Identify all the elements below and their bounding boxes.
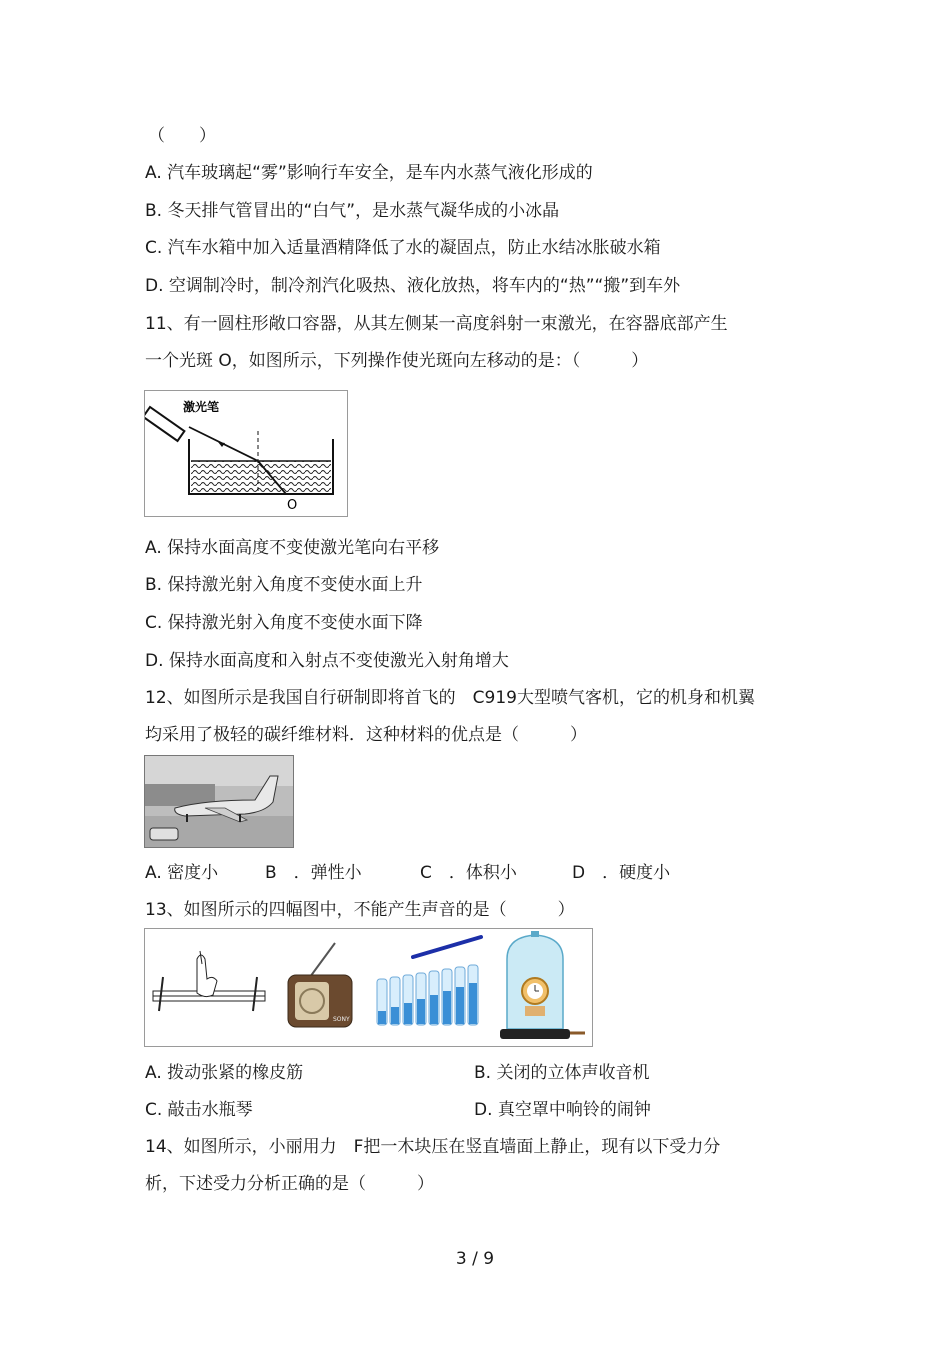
q11-option-a: A. 保持水面高度不变使激光笔向右平移: [145, 538, 440, 558]
q11-stem-line1: 11、有一圆柱形敞口容器，从其左侧某一高度斜射一束激光，在容器底部产生: [145, 314, 728, 334]
four-sound-pictures: [145, 929, 592, 1046]
q10-option-a: A. 汽车玻璃起“雾”影响行车安全，是车内水蒸气液化形成的: [145, 163, 593, 183]
q13-sound-figures: [144, 928, 593, 1047]
q10-option-b: B. 冬天排气管冒出的“白气”，是水蒸气凝华成的小冰晶: [145, 201, 560, 221]
q11-option-c: C. 保持激光射入角度不变使水面下降: [145, 613, 423, 633]
q13-option-b: B. 关闭的立体声收音机: [474, 1063, 650, 1083]
q12-option-a: A. 密度小: [145, 863, 219, 883]
q12-stem-line2: 均采用了极轻的碳纤维材料．这种材料的优点是（ ）: [145, 725, 587, 745]
rubber-band-icon: [153, 951, 265, 1011]
q10-option-c: C. 汽车水箱中加入适量酒精降低了水的凝固点，防止水结冰胀破水箱: [145, 238, 661, 258]
laser-pen-label: 激光笔: [183, 400, 220, 414]
airplane-photo-icon: [145, 756, 293, 847]
laser-container-diagram: [145, 391, 347, 516]
q10-paren: （ ）: [148, 126, 216, 146]
q12-airplane-photo: [144, 755, 294, 848]
q13-option-d: D. 真空罩中响铃的闹钟: [474, 1100, 651, 1120]
q11-option-d: D. 保持水面高度和入射点不变使激光入射角增大: [145, 651, 509, 671]
page-number: 3 / 9: [455, 1249, 495, 1269]
q12-option-d: D ．硬度小: [572, 863, 671, 883]
q14-stem-line1: 14、如图所示，小丽用力 F把一木块压在竖直墙面上静止，现有以下受力分: [145, 1137, 721, 1157]
q11-stem-line2: 一个光斑 O，如图所示，下列操作使光斑向左移动的是：（ ）: [145, 351, 649, 371]
q11-option-b: B. 保持激光射入角度不变使水面上升: [145, 575, 423, 595]
q12-stem-line1: 12、如图所示是我国自行研制即将首飞的 C919大型喷气客机，它的机身和机翼: [145, 688, 755, 708]
radio-icon: [288, 943, 352, 1027]
q12-option-b: B ．弹性小: [265, 863, 362, 883]
light-spot-label: O: [287, 498, 298, 513]
vacuum-bell-jar-icon: [500, 931, 585, 1039]
radio-brand-label: SONY: [333, 1016, 350, 1023]
q12-option-c: C ．体积小: [420, 863, 517, 883]
q13-option-a: A. 拨动张紧的橡皮筋: [145, 1063, 304, 1083]
q14-stem-line2: 析，下述受力分析正确的是（ ）: [145, 1174, 434, 1194]
q13-option-c: C. 敲击水瓶琴: [145, 1100, 253, 1120]
laser-pen-icon: [145, 407, 184, 441]
q13-stem: 13、如图所示的四幅图中，不能产生声音的是（ ）: [145, 900, 575, 920]
water-bottles-icon: [377, 937, 481, 1025]
q11-laser-figure: [144, 390, 348, 517]
q10-option-d: D. 空调制冷时，制冷剂汽化吸热、液化放热，将车内的“热”“搬”到车外: [145, 276, 681, 296]
